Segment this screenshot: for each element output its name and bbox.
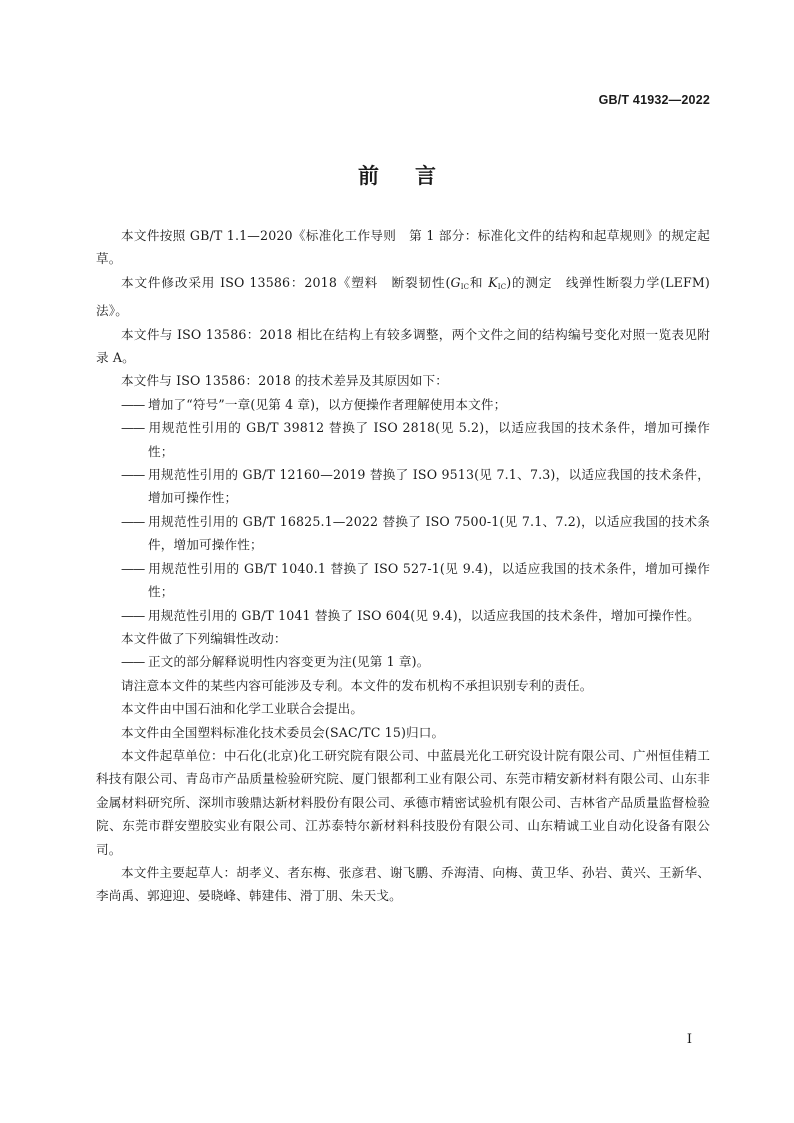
symbol-g: G — [450, 274, 461, 290]
paragraph-patent-notice: 请注意本文件的某些内容可能涉及专利。本文件的发布机构不承担识别专利的责任。 — [121, 677, 593, 693]
paragraph-adoption: 本文件修改采用 ISO 13586：2018《塑料 断裂韧性($G_{IC}$和 $K_{IC}$)的测定 线弹性断裂力学(LEFM)法》。 — [96, 274, 710, 319]
list-item: —— 增加了“符号”一章(见第 4 章)，以方便操作者理解使用本文件； — [121, 396, 507, 412]
paragraph-editorial-intro: 本文件做了下列编辑性改动： — [121, 630, 287, 646]
paragraph-drafters: 本文件主要起草人：胡孝义、者东梅、张彦君、谢飞鹏、乔海清、向梅、黄卫华、孙岩、黄兴、王新华、李尚禹、郭迎迎、晏晓峰、韩建伟、滑丁朋、朱天戈。 — [96, 864, 710, 904]
paragraph-drafting-units: 本文件起草单位：中石化(北京)化工研究院有限公司、中蓝晨光化工研究设计院有限公司、广州恒佳精工科技有限公司、青岛市产品质量检验研究院、厦门银都利工业有限公司、东莞市精安新材料有限公司、山东非金属材料研究所、深圳市骏鼎达新材料股份有限公司、承德市精密试验机有限公司、吉林省产品质量监督检验院、东莞市群安塑胶实业有限公司、江苏泰特尔新材料科技股份有限公司、山东精诚工业自动化设备有限公司。 — [96, 747, 710, 857]
paragraph-structure-changes: 本文件与 ISO 13586：2018 相比在结构上有较多调整，两个文件之间的结构编号变化对照一览表见附录 A。 — [96, 326, 710, 366]
page-number: I — [686, 1032, 692, 1047]
foreword-body — [96, 224, 710, 908]
page-title — [0, 160, 794, 190]
paragraph-committee: 本文件由全国塑料标准化技术委员会(SAC/TC 15)归口。 — [121, 724, 445, 740]
symbol-k: K — [488, 274, 498, 290]
list-item: —— 用规范性引用的 GB/T 1040.1 替换了 ISO 527-1(见 9.4)，以适应我国的技术条件，增加可操作性； — [121, 560, 710, 600]
paragraph-proposer: 本文件由中国石油和化学工业联合会提出。 — [121, 701, 364, 717]
standard-code: GB/T 41932—2022 — [598, 93, 710, 107]
list-item: —— 用规范性引用的 GB/T 16825.1—2022 替换了 ISO 7500-1(见 7.1、7.2)，以适应我国的技术条件，增加可操作性； — [121, 513, 710, 553]
list-item: —— 用规范性引用的 GB/T 1041 替换了 ISO 604(见 9.4)，以适应我国的技术条件，增加可操作性。 — [121, 607, 700, 623]
list-item: —— 正文的部分解释说明性内容变更为注(见第 1 章)。 — [121, 654, 430, 670]
paragraph-tech-diff-intro: 本文件与 ISO 13586：2018 的技术差异及其原因如下： — [121, 373, 448, 389]
title-char-2: 言 — [415, 164, 436, 188]
list-item: —— 用规范性引用的 GB/T 39812 替换了 ISO 2818(见 5.2)，以适应我国的技术条件，增加可操作性； — [121, 420, 710, 459]
paragraph-drafting-rules: 本文件按照 GB/T 1.1—2020《标准化工作导则 第 1 部分：标准化文件的结构和起草规则》的规定起草。 — [96, 228, 710, 267]
title-char-1: 前 — [358, 164, 379, 188]
list-item: —— 用规范性引用的 GB/T 12160—2019 替换了 ISO 9513(见 7.1、7.3)，以适应我国的技术条件，增加可操作性； — [121, 467, 710, 506]
